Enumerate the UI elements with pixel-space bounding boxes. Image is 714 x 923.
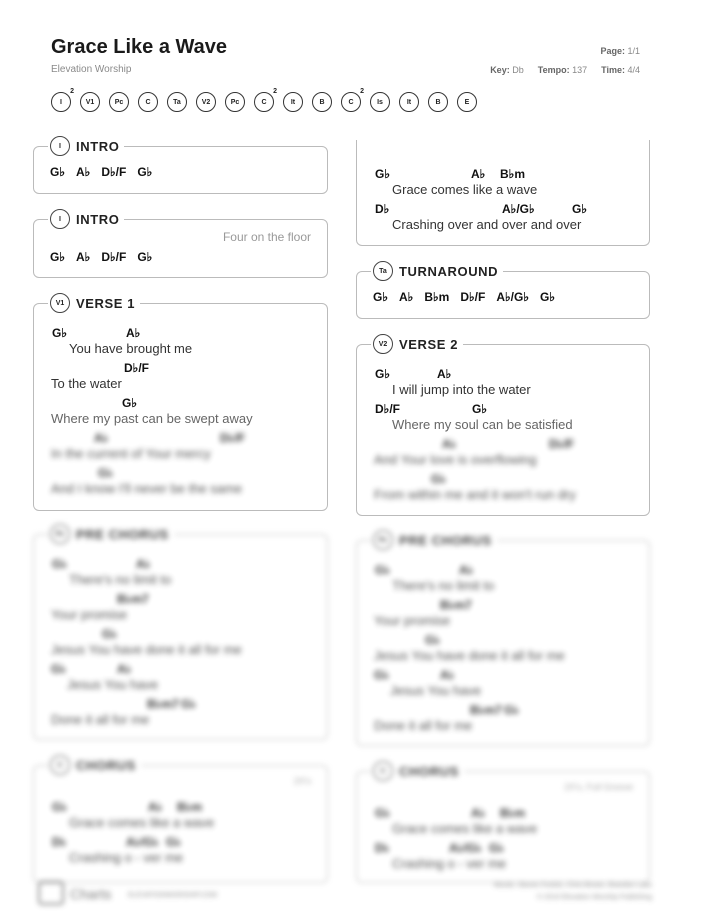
chord: D♭/F (375, 402, 400, 416)
section-header (48, 524, 174, 544)
chord: G♭ (166, 835, 181, 849)
roadmap-item[interactable] (341, 88, 364, 112)
chord: D♭/F (220, 431, 245, 445)
roadmap-label: It (406, 98, 412, 106)
lyric: Where my past can be swept away (51, 411, 253, 426)
chord: G♭ (51, 662, 66, 676)
logo-text: Charts (70, 886, 112, 902)
section-title: VERSE 2 (399, 336, 459, 352)
chord: A♭ (437, 367, 452, 381)
chord: D♭/F (101, 165, 127, 179)
chord: G♭ (181, 697, 196, 711)
chord: G♭ (98, 466, 113, 480)
section-header (371, 334, 463, 354)
section-header (48, 755, 141, 775)
roadmap-item[interactable] (370, 92, 390, 112)
roadmap-label: E (464, 98, 470, 106)
lyric: And Your love is overflowing (374, 452, 537, 467)
chord: A♭ (471, 806, 486, 820)
roadmap-item[interactable] (80, 92, 100, 112)
roadmap-label: C (261, 98, 267, 106)
time-meta (601, 65, 640, 75)
chord-row (373, 290, 555, 304)
section-title: PRE CHORUS (76, 526, 169, 542)
lyric: Jesus You have done it all for me (374, 648, 565, 663)
section-note: Four on the floor (222, 230, 311, 244)
chord: A♭ (459, 563, 474, 577)
chord: G♭ (375, 806, 390, 820)
song-artist: Elevation Worship (51, 64, 132, 75)
chord: B♭m (500, 167, 525, 181)
lyric: Done it all for me (374, 718, 473, 733)
footer-site: ELEVATIONWORSHIP.COM (128, 892, 218, 899)
chord: A♭ (399, 290, 414, 304)
chord: G♭ (489, 841, 504, 855)
roadmap-label: Is (377, 98, 383, 106)
lyric: I will jump into the water (392, 382, 531, 397)
chord: G♭ (375, 563, 390, 577)
lyric: Done it all for me (51, 712, 150, 727)
tempo-value: 137 (572, 65, 588, 75)
roadmap-item[interactable] (51, 88, 74, 112)
section-header (371, 530, 497, 550)
chord: D♭ (375, 841, 390, 855)
section-badge[interactable]: I (50, 136, 70, 156)
chord: A♭/G♭ (502, 202, 535, 216)
chord: G♭ (572, 202, 587, 216)
chord: D♭/F (460, 290, 486, 304)
chord: G♭ (375, 367, 390, 381)
roadmap-item[interactable] (109, 92, 129, 112)
lyric: You have brought me (69, 341, 193, 356)
key-label: Key: (490, 65, 510, 75)
chord: B♭m7 (147, 697, 179, 711)
chord: A♭ (117, 662, 132, 676)
page-value: 1/1 (627, 46, 640, 56)
chord: D♭/F (124, 361, 149, 375)
chord: D♭ (52, 835, 67, 849)
lyric: From within me and it won't run dry (374, 487, 576, 502)
footer-copyright: © 2019 Elevation Worship Publishing (536, 894, 652, 901)
chord: A♭ (136, 557, 151, 571)
section-title: INTRO (76, 138, 120, 154)
lyric: Where my soul can be satisfied (392, 417, 573, 432)
page-indicator (600, 46, 640, 56)
section-header (371, 261, 503, 281)
section-chorus-1 (33, 757, 328, 883)
chord-row (50, 250, 152, 264)
chord: G♭ (375, 167, 390, 181)
chord: B♭m7 (470, 703, 502, 717)
lyric: Jesus You have done it all for me (51, 642, 242, 657)
section-pre-chorus-1 (33, 526, 328, 740)
section-badge[interactable]: C (50, 755, 70, 775)
lyric: To the water (51, 376, 122, 391)
lyric: Your promise (51, 607, 128, 622)
chord: G♭ (52, 326, 67, 340)
lyric: Grace comes like a wave (392, 182, 538, 197)
chord: A♭/G♭ (496, 290, 529, 304)
chord: G♭ (425, 633, 440, 647)
lyric: Crashing over and over and over (392, 217, 582, 232)
key-value: Db (512, 65, 524, 75)
section-verse-1 (33, 295, 328, 511)
song-title: Grace Like a Wave (51, 36, 228, 58)
section-verse-2 (356, 336, 650, 516)
section-header (48, 209, 124, 229)
tempo-label: Tempo: (537, 65, 570, 75)
chord: G♭ (374, 668, 389, 682)
roadmap-label: B (435, 98, 441, 106)
chord: A♭ (94, 431, 109, 445)
chord: G♭ (137, 165, 153, 179)
section-chorus-2 (356, 763, 650, 883)
chord: D♭/F (549, 437, 574, 451)
footer-credits: Words: Steven Furtick, Chris Brown, Brandon Lake (493, 882, 652, 889)
roadmap-item[interactable] (312, 92, 332, 112)
roadmap-label: Ta (173, 98, 181, 106)
lyric: Grace comes like a wave (392, 821, 538, 836)
section-turnaround (356, 263, 650, 319)
chord: G♭ (50, 165, 65, 179)
section-chorus-continued (356, 140, 650, 246)
chord: D♭/F (101, 250, 127, 264)
charts-logo-icon (38, 881, 64, 905)
repeat-count: 2 (273, 88, 277, 95)
chord: B♭m7 (117, 592, 149, 606)
lyric: And I know I'll never be the same (51, 481, 243, 496)
roadmap-label: V2 (201, 98, 211, 106)
repeat-count: 2 (70, 88, 74, 95)
page-label: Page: (600, 46, 625, 56)
section-intro-2 (33, 211, 328, 278)
section-title: CHORUS (399, 763, 459, 779)
chord: A♭ (442, 437, 457, 451)
lyric: Your promise (374, 613, 451, 628)
section-header (48, 136, 124, 156)
chord: A♭ (148, 800, 163, 814)
lyric: In the current of Your mercy (51, 446, 211, 461)
roadmap-item[interactable] (457, 92, 477, 112)
lyric: There's no limit to (392, 578, 495, 593)
roadmap-item[interactable] (167, 92, 187, 112)
section-title: VERSE 1 (76, 295, 136, 311)
chord: A♭/G♭ (449, 841, 482, 855)
chord: A♭ (440, 668, 455, 682)
section-badge[interactable]: I (50, 209, 70, 229)
section-intro-1 (33, 138, 328, 194)
section-badge[interactable]: Ta (373, 261, 393, 281)
roadmap-item[interactable] (225, 92, 245, 112)
chord: G♭ (431, 472, 446, 486)
time-value: 4/4 (627, 65, 640, 75)
lyric: Grace comes like a wave (69, 815, 215, 830)
key-meta (490, 65, 524, 75)
roadmap-item[interactable] (138, 92, 158, 112)
section-note: 2X's, Full Groove (564, 782, 633, 792)
chord: B♭m (177, 800, 202, 814)
lyric: Crashing o - ver me (392, 856, 507, 871)
lyric: Jesus You have (390, 683, 482, 698)
repeat-count: 2 (360, 88, 364, 95)
chord: G♭ (52, 800, 67, 814)
roadmap-label: C (145, 98, 151, 106)
section-badge[interactable]: C (373, 761, 393, 781)
lyric: Jesus You have (67, 677, 159, 692)
chord: G♭ (50, 250, 65, 264)
section-pre-chorus-2 (356, 532, 650, 746)
chord-row (50, 165, 152, 179)
roadmap-label: B (319, 98, 325, 106)
roadmap-item[interactable] (254, 88, 277, 112)
chord: G♭ (504, 703, 519, 717)
chord: G♭ (539, 290, 555, 304)
chord: B♭m (500, 806, 525, 820)
section-title: CHORUS (76, 757, 136, 773)
roadmap-item[interactable] (399, 92, 419, 112)
chord: G♭ (373, 290, 388, 304)
chord: G♭ (122, 396, 137, 410)
chord: G♭ (472, 402, 487, 416)
chord: G♭ (52, 557, 67, 571)
section-badge[interactable]: V2 (373, 334, 393, 354)
section-badge[interactable]: Pc (50, 524, 70, 544)
roadmap-item[interactable] (283, 92, 303, 112)
section-title: TURNAROUND (399, 263, 499, 279)
roadmap-label: C (348, 98, 354, 106)
roadmap-label: I (60, 98, 62, 106)
section-note: 2X's (293, 776, 311, 786)
chord: A♭ (126, 326, 141, 340)
section-header (48, 293, 140, 313)
roadmap-item[interactable] (196, 92, 216, 112)
song-meta (490, 65, 640, 75)
roadmap-label: It (290, 98, 296, 106)
song-roadmap (51, 88, 477, 112)
roadmap-label: Pc (114, 98, 124, 106)
chord: A♭ (76, 250, 91, 264)
chord: A♭ (76, 165, 91, 179)
time-label: Time: (601, 65, 625, 75)
tempo-meta (538, 65, 587, 75)
section-badge[interactable]: V1 (50, 293, 70, 313)
roadmap-label: V1 (85, 98, 95, 106)
lyric: Crashing o - ver me (69, 850, 184, 865)
section-title: PRE CHORUS (399, 532, 492, 548)
chord: A♭/G♭ (126, 835, 159, 849)
chord: G♭ (137, 250, 153, 264)
section-badge[interactable]: Pc (373, 530, 393, 550)
chord: D♭ (375, 202, 390, 216)
lyric: There's no limit to (69, 572, 172, 587)
chord: A♭ (471, 167, 486, 181)
roadmap-label: Pc (230, 98, 240, 106)
roadmap-item[interactable] (428, 92, 448, 112)
section-title: INTRO (76, 211, 120, 227)
chord: G♭ (102, 627, 117, 641)
section-header (371, 761, 464, 781)
chord: B♭m7 (440, 598, 472, 612)
chord: B♭m (424, 290, 450, 304)
page-footer (38, 878, 652, 908)
